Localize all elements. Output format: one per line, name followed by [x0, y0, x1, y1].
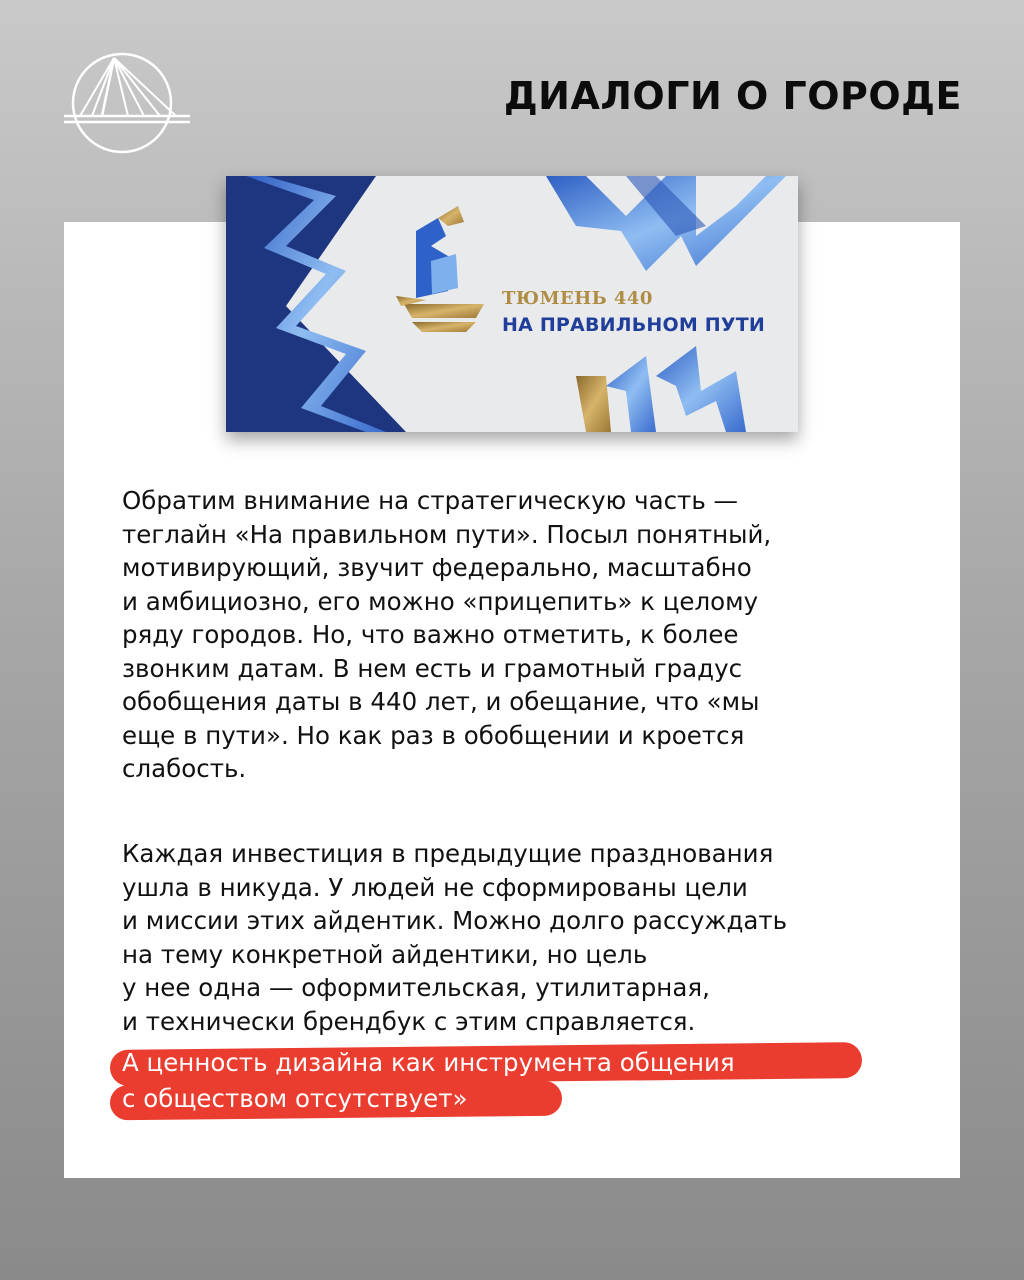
text-line: обобщения даты в 440 лет, и обещание, что «мы	[122, 687, 760, 716]
text-line: ушла в никуда. У людей не сформированы цели	[122, 872, 748, 902]
paragraph-2	[122, 837, 912, 1038]
highlight-line: А ценность дизайна как инструмента общения	[122, 1048, 735, 1077]
text-line: и миссии этих айдентик. Можно долго рассуждать	[122, 906, 788, 935]
text-line: ряду городов. Но, что важно отметить, к более	[122, 620, 739, 649]
ship-emblem-icon	[396, 206, 484, 332]
text-line: еще в пути». Но как раз в обобщении и кроется	[122, 720, 745, 750]
text-line: мотивирующий, звучит федерально, масштабно	[122, 553, 752, 582]
banner-tagline: НА ПРАВИЛЬНОМ ПУТИ	[502, 314, 765, 336]
text-line: Каждая инвестиция в предыдущие празднования	[122, 839, 774, 868]
highlight-line: с обществом отсутствует»	[122, 1084, 468, 1113]
text-line: теглайн «На правильном пути». Посыл понятный,	[122, 519, 772, 549]
page-title: ДИАЛОГИ О ГОРОДЕ	[503, 74, 962, 118]
paragraph-1	[122, 484, 912, 786]
text-line: и амбициозно, его можно «прицепить» к целому	[122, 586, 759, 616]
text-line: слабость.	[122, 754, 247, 783]
text-line: звонким датам. В нем есть и грамотный градус	[122, 653, 743, 683]
text-line: Обратим внимание на стратегическую часть —	[122, 486, 739, 515]
banner-city-name: ТЮМЕНЬ 440	[502, 288, 653, 309]
text-line: и технически брендбук с этим справляется.	[122, 1006, 696, 1036]
text-line: на тему конкретной айдентики, но цель	[122, 939, 648, 969]
bridge-logo-icon	[62, 46, 192, 156]
text-line: у нее одна — оформительская, утилитарная,	[122, 973, 710, 1002]
promo-banner	[226, 176, 798, 432]
